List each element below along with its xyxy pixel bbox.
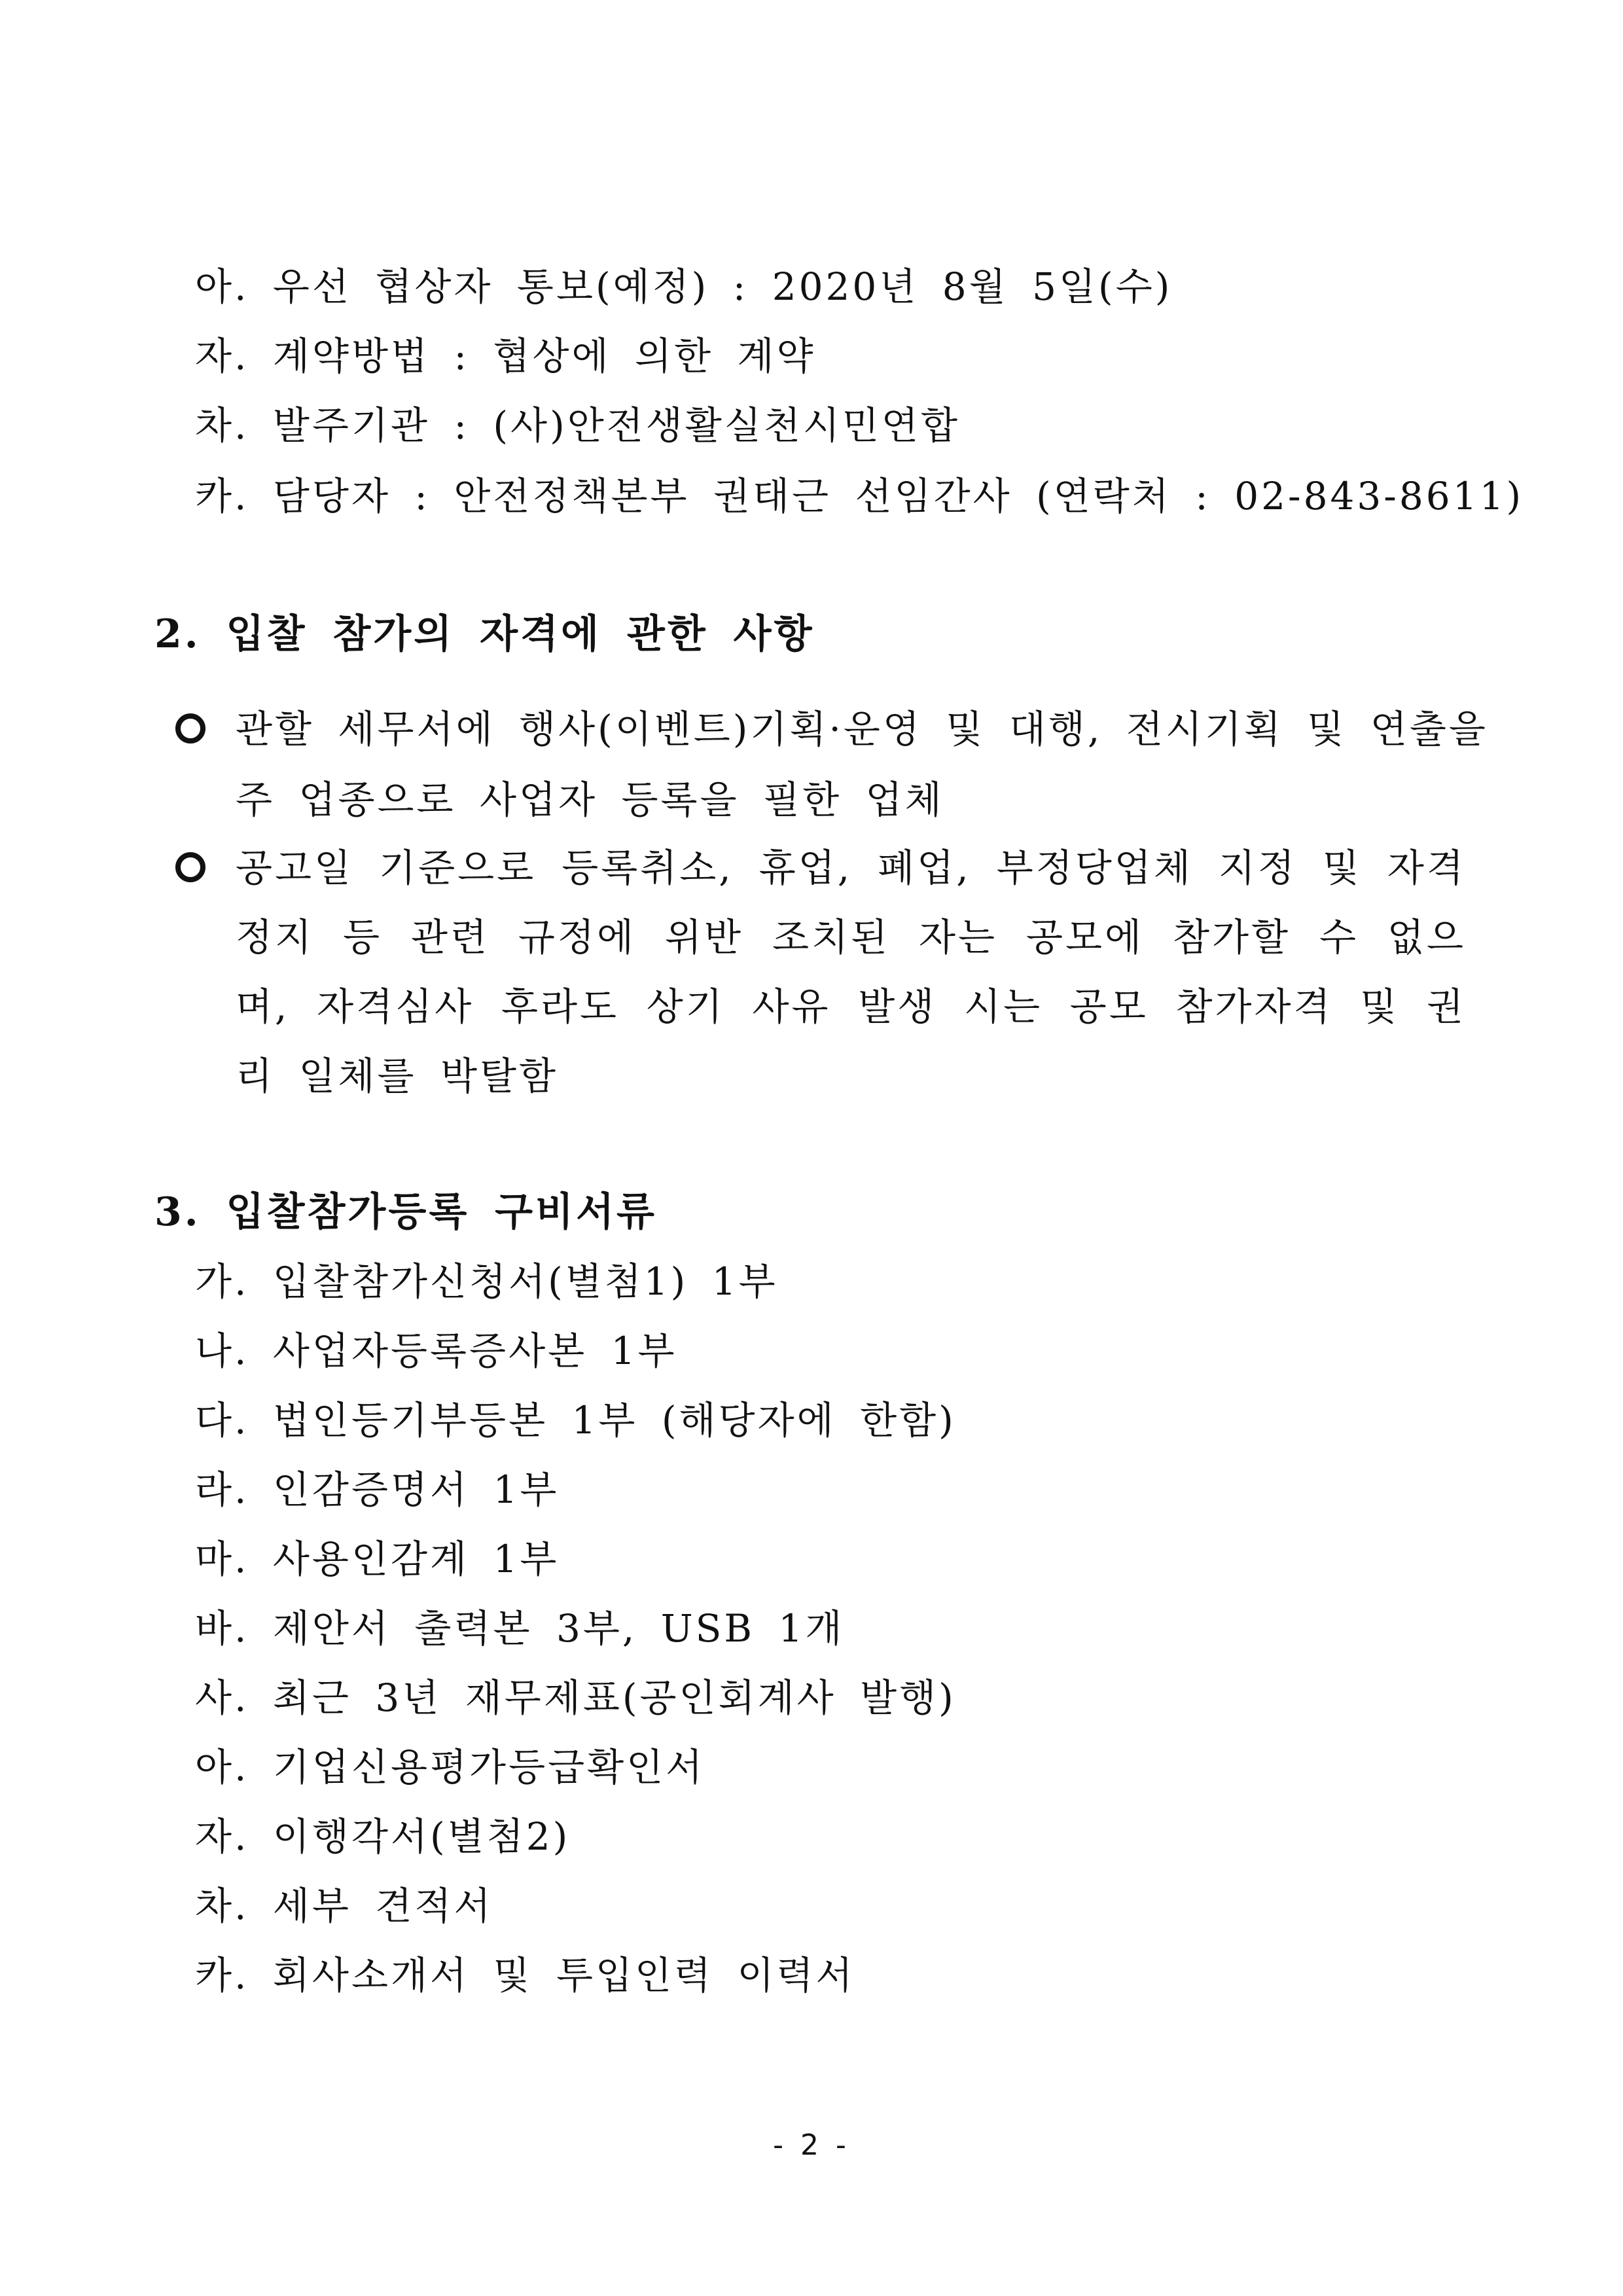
list-item: 카. 회사소개서 및 투입인력 이력서 — [195, 1953, 855, 1998]
bullet-text-line: 정지 등 관련 규정에 위반 조치된 자는 공모에 참가할 수 없으 — [236, 915, 1466, 960]
list-item: 바. 제안서 출력본 3부, USB 1개 — [195, 1606, 845, 1651]
list-item: 차. 세부 견적서 — [195, 1884, 493, 1928]
circle-bullet-icon — [175, 852, 205, 882]
section-heading: 2. 입찰 참가의 자격에 관한 사항 — [154, 611, 815, 657]
list-item: 다. 법인등기부등본 1부 (해당자에 한함) — [195, 1398, 956, 1443]
list-item: 자. 계약방법 : 협상에 의한 계약 — [195, 334, 816, 378]
section-heading: 3. 입찰참가등록 구비서류 — [154, 1189, 658, 1235]
bullet-text-line: 관할 세무서에 행사(이벤트)기획·운영 및 대행, 전시기획 및 연출을 — [236, 707, 1488, 751]
list-item: 마. 사용인감계 1부 — [195, 1537, 560, 1581]
list-item: 라. 인감증명서 1부 — [195, 1467, 560, 1512]
list-item: 차. 발주기관 : (사)안전생활실천시민연합 — [195, 403, 960, 448]
bullet-text-line: 며, 자격심사 후라도 상기 사유 발생 시는 공모 참가자격 및 권 — [236, 984, 1466, 1029]
page-number: - 2 - — [773, 2128, 850, 2162]
bullet-text-line: 공고일 기준으로 등록취소, 휴업, 폐업, 부정당업체 지정 및 자격 — [236, 846, 1466, 890]
bullet-text-line: 리 일체를 박탈함 — [236, 1054, 559, 1098]
list-item: 아. 기업신용평가등급확인서 — [195, 1745, 705, 1789]
bullet-text-line: 주 업종으로 사업자 등록을 필한 업체 — [236, 778, 944, 822]
list-item: 자. 이행각서(별첨2) — [195, 1814, 571, 1859]
list-item: 아. 우선 협상자 통보(예정) : 2020년 8월 5일(수) — [195, 264, 1173, 309]
circle-bullet-icon — [175, 713, 205, 744]
list-item: 가. 입찰참가신청서(별첨1) 1부 — [195, 1259, 778, 1304]
list-item: 사. 최근 3년 재무제표(공인회계사 발행) — [195, 1676, 956, 1720]
list-item: 카. 담당자 : 안전정책본부 권태근 선임간사 (연락처 : 02-843-8611) — [195, 474, 1524, 518]
list-item: 나. 사업자등록증사본 1부 — [195, 1329, 677, 1373]
